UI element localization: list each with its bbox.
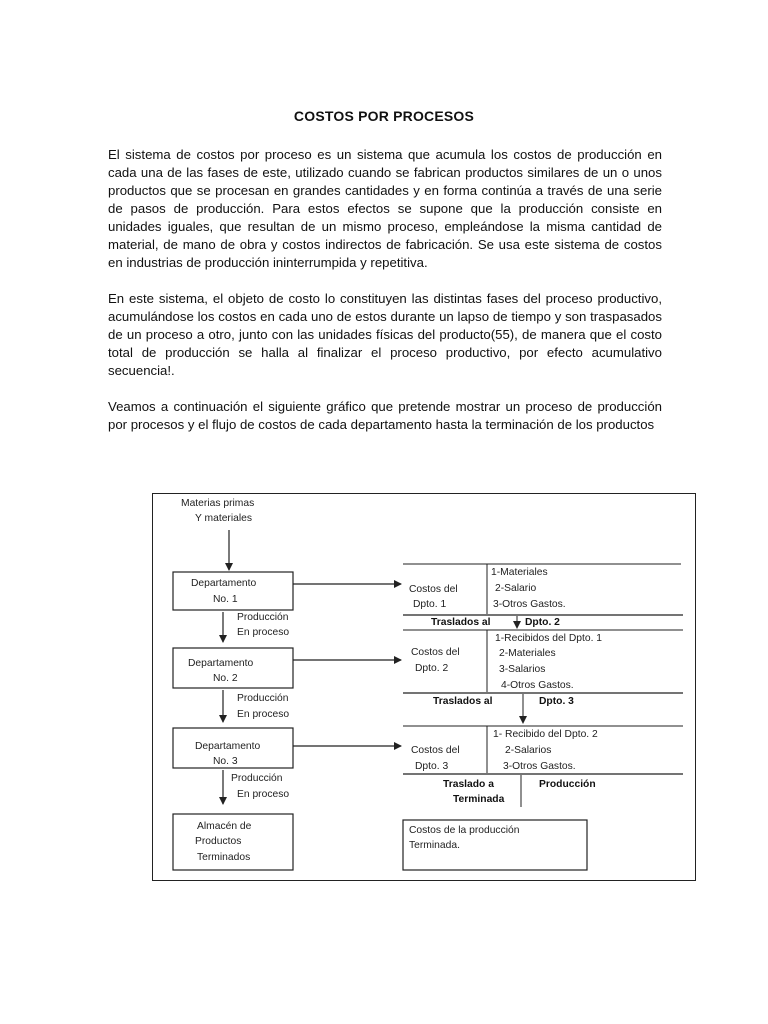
final-cost-label-2: Terminada. xyxy=(409,840,460,851)
department-2-label: Departamento xyxy=(188,658,254,669)
costs-dept3-label-1: Costos del xyxy=(411,745,460,756)
department-3-label: Departamento xyxy=(195,741,261,752)
costs-dept2-label-2: Dpto. 2 xyxy=(415,663,449,674)
in-process-1-label-1: Producción xyxy=(237,612,289,623)
costs-dept2-item-1: 1-Recibidos del Dpto. 1 xyxy=(495,633,603,644)
raw-materials-label-2: Y materiales xyxy=(195,513,253,524)
transfer-2-left: Traslados al xyxy=(433,696,493,707)
final-cost-label-1: Costos de la producción xyxy=(409,825,520,836)
department-3-number: No. 3 xyxy=(213,756,238,767)
in-process-3-label-1: Producción xyxy=(231,773,283,784)
transfer-1-left: Traslados al xyxy=(431,617,491,628)
in-process-3-label-2: En proceso xyxy=(237,789,290,800)
transfer-2-right: Dpto. 3 xyxy=(539,696,574,707)
costs-dept1-item-2: 2-Salario xyxy=(495,583,537,594)
costs-dept3-label-2: Dpto. 3 xyxy=(415,761,449,772)
costs-dept3-item-3: 3-Otros Gastos. xyxy=(503,761,576,772)
warehouse-label-1: Almacén de xyxy=(197,821,252,832)
costs-dept1-item-3: 3-Otros Gastos. xyxy=(493,599,566,610)
transfer-3-right: Producción xyxy=(539,779,596,790)
costs-dept2-label-1: Costos del xyxy=(411,647,460,658)
paragraph-intro: El sistema de costos por proceso es un sistema que acumula los costos de producción en cada una de las fases de este, utilizado cuando se fabrican productos similares de un o unos productos que se procesan en grandes cantidades y en forma continúa a través de una serie de pasos de producción. Para estos efectos se supone que la producción consiste en unidades iguales, que resultan de un mismo proceso, empleándose la misma cantidad de material, de mano de obra y costos indirectos de fabricación. Se usa este sistema de costos en industrias de producción ininterrumpida y repetitiva. xyxy=(108,147,662,270)
diagram-canvas xyxy=(153,494,697,882)
transfer-3-left: Traslado a xyxy=(443,779,494,790)
in-process-2-label-1: Producción xyxy=(237,693,289,704)
raw-materials-label-1: Materias primas xyxy=(181,498,255,509)
paragraph-cost-object: En este sistema, el objeto de costo lo constituyen las distintas fases del proceso productivo, acumulándose los costos en cada uno de estos durante un lapso de tiempo y son traspasados de un proceso a otro, junto con las unidades físicas del producto(55), de manera que el costo total de producción se halla al finalizar el proceso productivo, por efecto acumulativo secuencia!. xyxy=(108,291,662,378)
transfer-1-right: Dpto. 2 xyxy=(525,617,560,628)
costs-dept3-item-1: 1- Recibido del Dpto. 2 xyxy=(493,729,598,740)
costs-dept1-item-1: 1-Materiales xyxy=(491,567,548,578)
costs-dept2-item-3: 3-Salarios xyxy=(499,664,546,675)
costs-dept3-item-2: 2-Salarios xyxy=(505,745,552,756)
process-cost-flow-diagram xyxy=(152,493,696,881)
paragraph-graphic-intro: Veamos a continuación el siguiente gráfico que pretende mostrar un proceso de producción por procesos y el flujo de costos de cada departamento hasta la terminación de los productos xyxy=(108,399,662,432)
department-1-number: No. 1 xyxy=(213,594,238,605)
in-process-2-label-2: En proceso xyxy=(237,709,290,720)
page-title: COSTOS POR PROCESOS xyxy=(293,108,475,124)
department-1-label: Departamento xyxy=(191,578,257,589)
costs-dept2-item-2: 2-Materiales xyxy=(499,648,556,659)
warehouse-label-2: Productos xyxy=(195,836,242,847)
in-process-1-label-2: En proceso xyxy=(237,627,290,638)
costs-dept2-item-4: 4-Otros Gastos. xyxy=(501,680,574,691)
transfer-3-left-2: Terminada xyxy=(453,794,505,805)
department-2-number: No. 2 xyxy=(213,673,238,684)
costs-dept1-label-1: Costos del xyxy=(409,584,458,595)
warehouse-label-3: Terminados xyxy=(197,852,251,863)
costs-dept1-label-2: Dpto. 1 xyxy=(413,599,447,610)
